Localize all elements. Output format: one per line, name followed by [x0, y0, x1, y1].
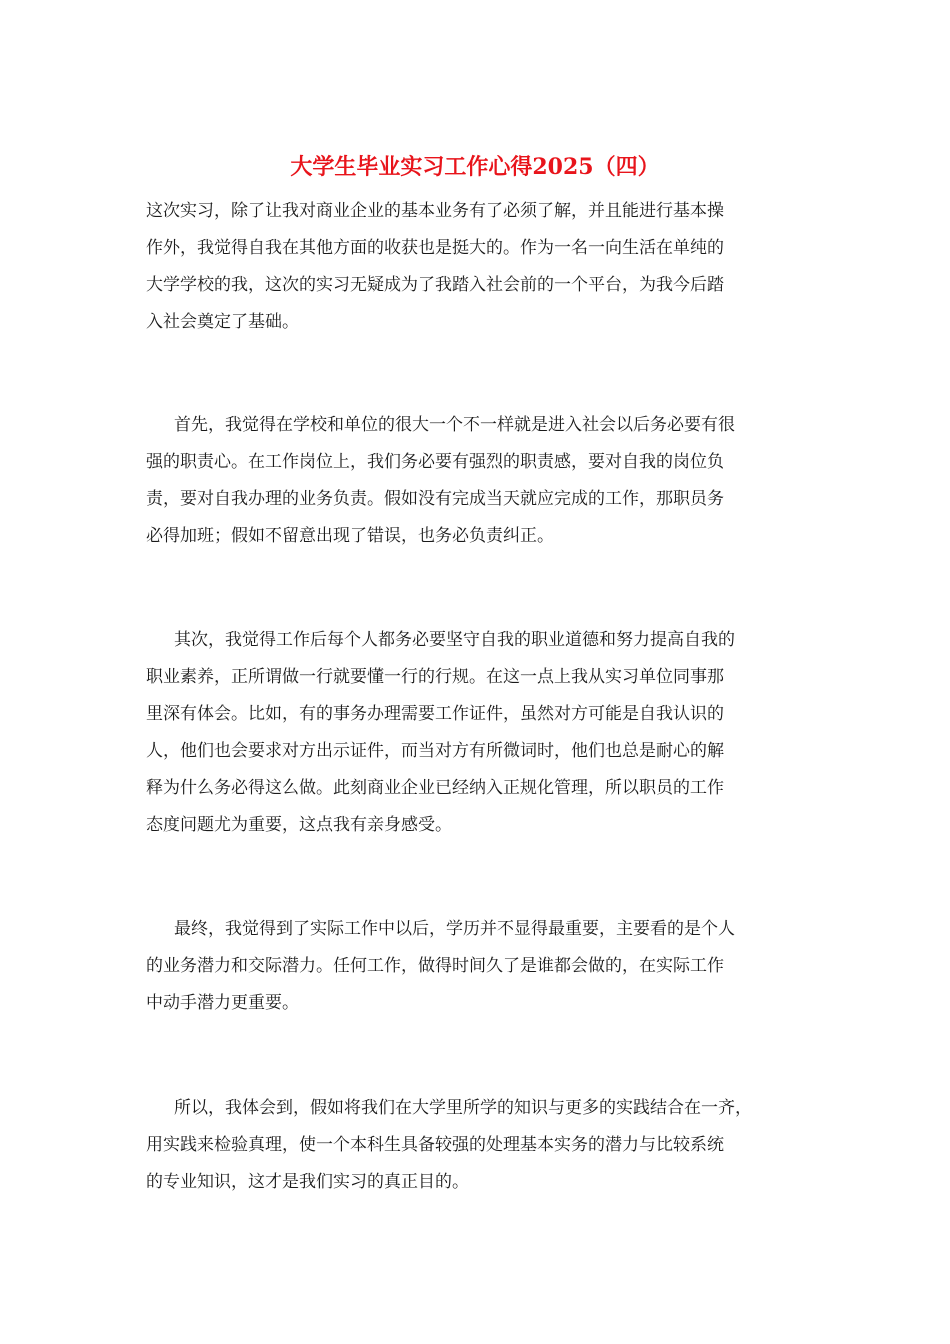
paragraph-3-line-1: 其次，我觉得工作后每个人都务必要坚守自我的职业道德和努力提高自我的	[174, 630, 735, 650]
paragraph-4-line-3: 中动手潜力更重要。	[146, 993, 299, 1013]
paragraph-2-line-1: 首先，我觉得在学校和单位的很大一个不一样就是进入社会以后务必要有很	[174, 415, 735, 435]
paragraph-1-line-4: 入社会奠定了基础。	[146, 312, 299, 332]
paragraph-1-line-1: 这次实习，除了让我对商业企业的基本业务有了必须了解，并且能进行基本操	[146, 201, 724, 221]
paragraph-2-line-4: 必得加班；假如不留意出现了错误，也务必负责纠正。	[146, 526, 554, 546]
paragraph-3-line-2: 职业素养，正所谓做一行就要懂一行的行规。在这一点上我从实习单位同事那	[146, 667, 724, 687]
paragraph-3-line-5: 释为什么务必得这么做。此刻商业企业已经纳入正规化管理，所以职员的工作	[146, 778, 724, 798]
paragraph-1-line-2: 作外，我觉得自我在其他方面的收获也是挺大的。作为一名一向生活在单纯的	[146, 238, 724, 258]
paragraph-3-line-6: 态度问题尤为重要，这点我有亲身感受。	[146, 815, 452, 835]
paragraph-4-line-2: 的业务潜力和交际潜力。任何工作，做得时间久了是谁都会做的，在实际工作	[146, 956, 724, 976]
paragraph-3-line-4: 人，他们也会要求对方出示证件，而当对方有所微词时，他们也总是耐心的解	[146, 741, 724, 761]
paragraph-5-line-1: 所以，我体会到，假如将我们在大学里所学的知识与更多的实践结合在一齐，	[174, 1098, 752, 1118]
paragraph-2-line-2: 强的职责心。在工作岗位上，我们务必要有强烈的职责感，要对自我的岗位负	[146, 452, 724, 472]
paragraph-2-line-3: 责，要对自我办理的业务负责。假如没有完成当天就应完成的工作，那职员务	[146, 489, 724, 509]
paragraph-1-line-3: 大学学校的我，这次的实习无疑成为了我踏入社会前的一个平台，为我今后踏	[146, 275, 724, 295]
paragraph-5-line-3: 的专业知识，这才是我们实习的真正目的。	[146, 1172, 469, 1192]
document-title: 大学生毕业实习工作心得2025（四）	[290, 154, 660, 180]
paragraph-3-line-3: 里深有体会。比如，有的事务办理需要工作证件，虽然对方可能是自我认识的	[146, 704, 724, 724]
paragraph-5-line-2: 用实践来检验真理，使一个本科生具备较强的处理基本实务的潜力与比较系统	[146, 1135, 724, 1155]
paragraph-4-line-1: 最终，我觉得到了实际工作中以后，学历并不显得最重要，主要看的是个人	[174, 919, 735, 939]
